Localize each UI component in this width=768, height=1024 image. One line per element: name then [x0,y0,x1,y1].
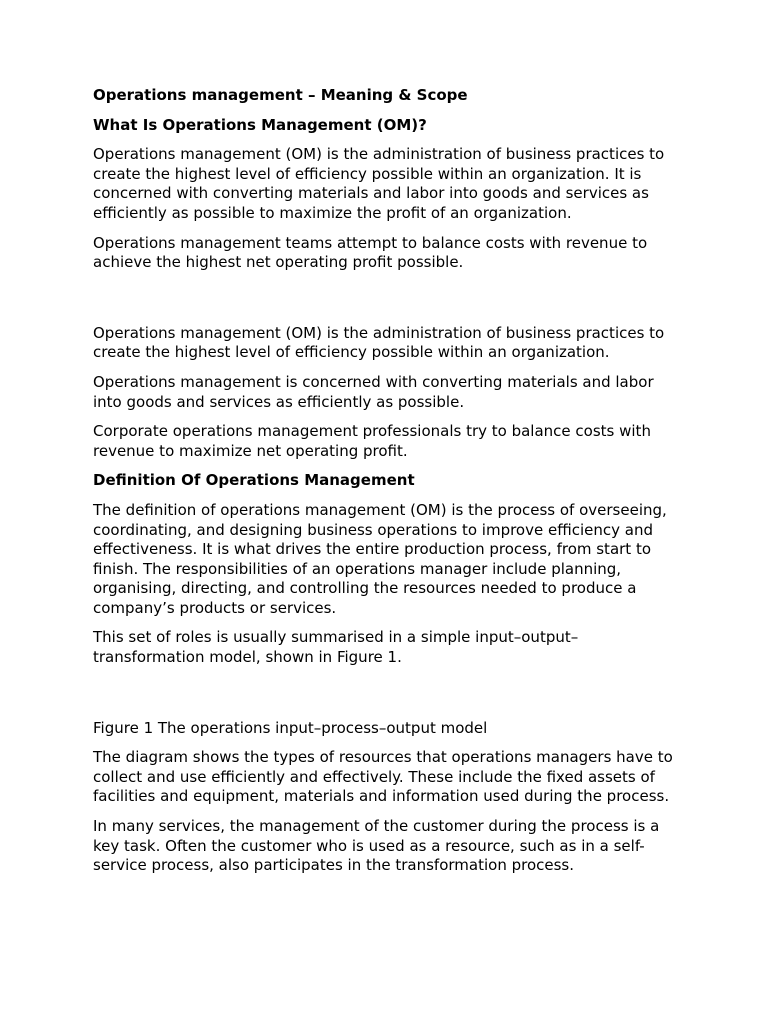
figure-paragraph-2: In many services, the management of the customer during the process is a key task. Often the customer who is used as a resource, such as in a self-service process, also participates in the transformation process. [93,817,660,875]
summary-paragraph-3: Corporate operations management professionals try to balance costs with revenue to maximize net operating profit. [93,422,651,460]
figure-caption: Figure 1 The operations input–process–output model [93,718,488,737]
document-title: Operations management – Meaning & Scope [93,86,468,104]
definition-paragraph-2: This set of roles is usually summarised in a simple input–output–transformation model, shown in Figure 1. [93,628,579,667]
summary-paragraph-2: Operations management is concerned with converting materials and labor into goods and services as efficiently as possible. [93,372,654,411]
heading-definition: Definition Of Operations Management [93,471,415,490]
intro-paragraph-2: Operations management teams attempt to balance costs with revenue to achieve the highest net operating profit possible. [93,233,648,272]
figure-placeholder-spacer [93,678,683,719]
definition-paragraph-1: The definition of operations management (OM) is the process of overseeing, coordinating, and designing business operations to improve efficiency and effectiveness. It is what drives the entire production process, from start to finish. The responsibilities of an operations manager include planning, organising, directing, and controlling the resources needed to produce a company’s products or services. [93,500,667,617]
figure-paragraph-1: The diagram shows the types of resources that operations managers have to collect and use efficiently and effectively. These include the fixed assets of facilities and equipment, materials and information used during the process. [93,748,673,806]
heading-what-is-om: What Is Operations Management (OM)? [93,115,427,134]
blank-spacer [93,283,683,324]
intro-paragraph-1: Operations management (OM) is the administration of business practices to create the highest level of efficiency possible within an organization. It is concerned with converting materials and labor into goods and services as efficiently as possible to maximize the profit of an organization. [93,145,665,222]
summary-paragraph-1: Operations management (OM) is the administration of business practices to create the highest level of efficiency possible within an organization. [93,323,665,362]
document-page [93,86,683,886]
